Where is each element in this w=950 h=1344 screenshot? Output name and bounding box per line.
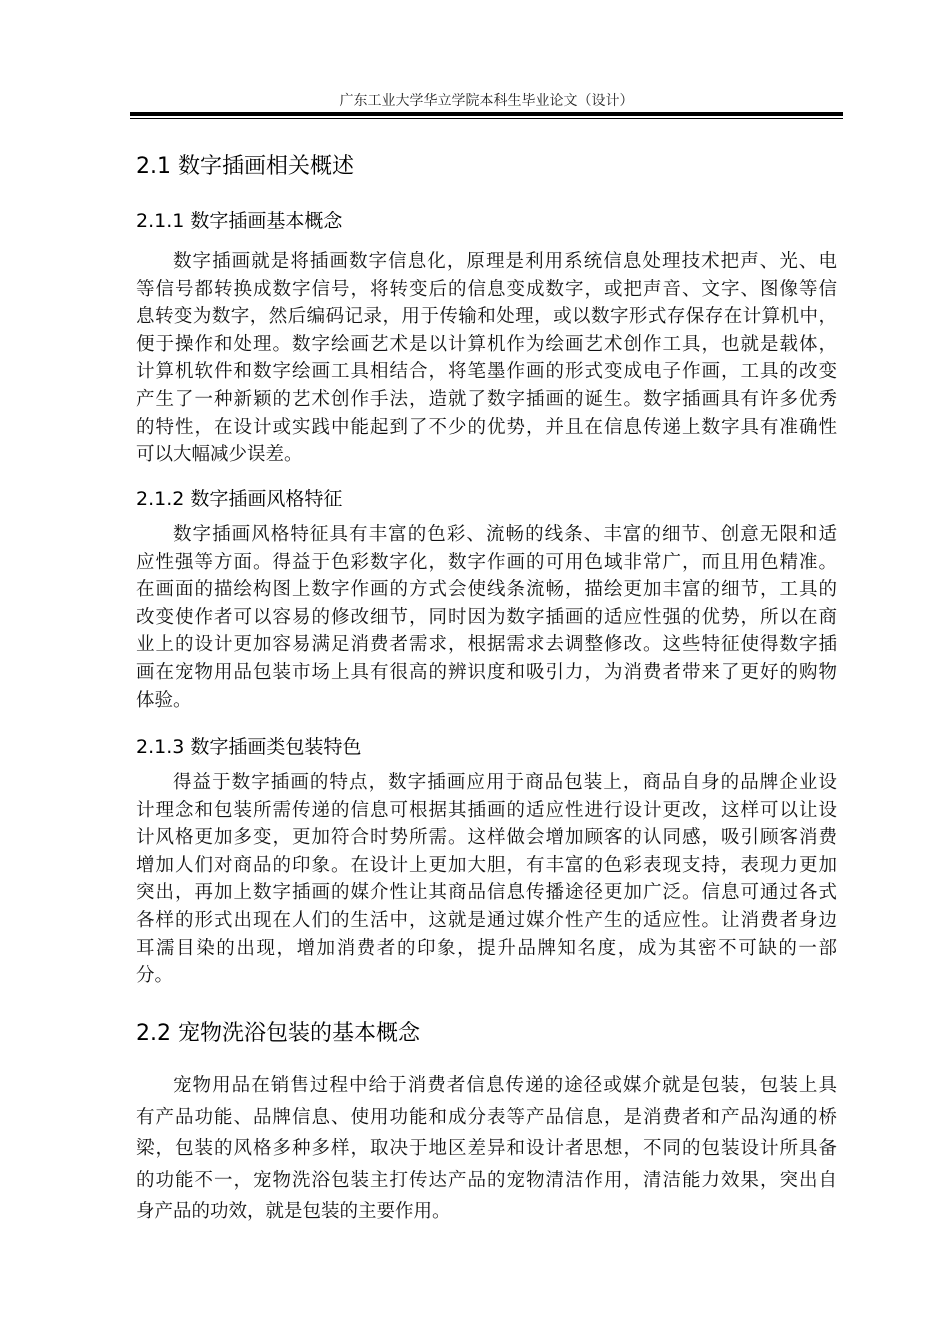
paragraph-line: 身产品的功效，就是包装的主要作用。 (136, 1201, 451, 1223)
paragraph-line: 等信号都转换成数字信号，将转变后的信息变成数字，或把声音、文字、图像等信 (136, 278, 837, 300)
paragraph-line: 宠物用品在销售过程中给于消费者信息传递的途径或媒介就是包装，包装上具 (173, 1075, 837, 1096)
paragraph-line: 分。 (136, 965, 174, 987)
header-rule (130, 112, 843, 116)
paragraph (136, 248, 837, 469)
paragraph-line: 息转变为数字，然后编码记录，用于传输和处理，或以数字形式存保存在计算机中， (136, 306, 837, 328)
paragraph (136, 769, 837, 990)
section-heading: 2.2 宠物洗浴包装的基本概念 (136, 1021, 420, 1046)
paragraph-line: 的功能不一，宠物洗浴包装主打传达产品的宠物清洁作用，清洁能力效果，突出自 (136, 1169, 837, 1191)
paragraph-line: 计算机软件和数字绘画工具相结合，将笔墨作画的形式变成电子作画，工具的改变 (136, 361, 837, 383)
paragraph-line: 耳濡目染的出现，增加消费者的印象，提升品牌知名度，成为其密不可缺的一部 (136, 937, 837, 959)
paragraph-line: 产生了一种新颖的艺术创作手法，造就了数字插画的诞生。数字插画具有许多优秀 (136, 388, 837, 410)
paragraph-line: 改变使作者可以容易的修改细节，同时因为数字插画的适应性强的优势，所以在商 (136, 606, 837, 628)
paragraph-line: 业上的设计更加容易满足消费者需求，根据需求去调整修改。这些特征使得数字插 (136, 634, 837, 656)
paragraph-line: 突出，再加上数字插画的媒介性让其商品信息传播途径更加广泛。信息可通过各式 (136, 882, 837, 904)
subsection-heading: 2.1.2 数字插画风格特征 (136, 488, 343, 510)
subsection-heading: 2.1.3 数字插画类包装特色 (136, 736, 362, 758)
paragraph-line: 便于操作和处理。数字绘画艺术是以计算机作为绘画艺术创作工具，也就是载体， (136, 333, 837, 355)
paragraph-line: 计理念和包装所需传递的信息可根据其插画的适应性进行设计更改，这样可以让设 (136, 799, 837, 821)
paragraph (136, 1070, 837, 1228)
paragraph-line: 数字插画就是将插画数字信息化，原理是利用系统信息处理技术把声、光、电 (173, 251, 837, 272)
section-heading: 2.1 数字插画相关概述 (136, 154, 354, 179)
page-header: 广东工业大学华立学院本科生毕业论文（设计） (339, 93, 634, 109)
paragraph-line: 得益于数字插画的特点，数字插画应用于商品包装上，商品自身的品牌企业设 (173, 772, 837, 793)
paragraph (136, 521, 837, 714)
paragraph-line: 数字插画风格特征具有丰富的色彩、流畅的线条、丰富的细节、创意无限和适 (173, 524, 837, 545)
paragraph-line: 梁，包装的风格多种多样，取决于地区差异和设计者思想，不同的包装设计所具备 (136, 1138, 837, 1160)
subsection-heading: 2.1.1 数字插画基本概念 (136, 210, 343, 232)
paragraph-line: 应性强等方面。得益于色彩数字化，数字作画的可用色域非常广，而且用色精准。 (136, 551, 837, 573)
paragraph-line: 有产品功能、品牌信息、使用功能和成分表等产品信息，是消费者和产品沟通的桥 (136, 1106, 837, 1128)
paragraph-line: 计风格更加多变，更加符合时势所需。这样做会增加顾客的认同感，吸引顾客消费 (136, 827, 837, 849)
paragraph-line: 画在宠物用品包装市场上具有很高的辨识度和吸引力，为消费者带来了更好的购物 (136, 661, 837, 683)
paragraph-line: 在画面的描绘构图上数字作画的方式会使线条流畅，描绘更加丰富的细节，工具的 (136, 579, 837, 601)
paragraph-line: 的特性，在设计或实践中能起到了不少的优势，并且在信息传递上数字具有准确性 (136, 416, 837, 438)
paragraph-line: 可以大幅减少误差。 (136, 444, 303, 466)
paragraph-line: 增加人们对商品的印象。在设计上更加大胆，有丰富的色彩表现支持，表现力更加 (136, 854, 837, 876)
paragraph-line: 各样的形式出现在人们的生活中，这就是通过媒介性产生的适应性。让消费者身边 (136, 909, 837, 931)
header-rule-thin (130, 118, 843, 119)
paragraph-line: 体验。 (136, 689, 192, 711)
